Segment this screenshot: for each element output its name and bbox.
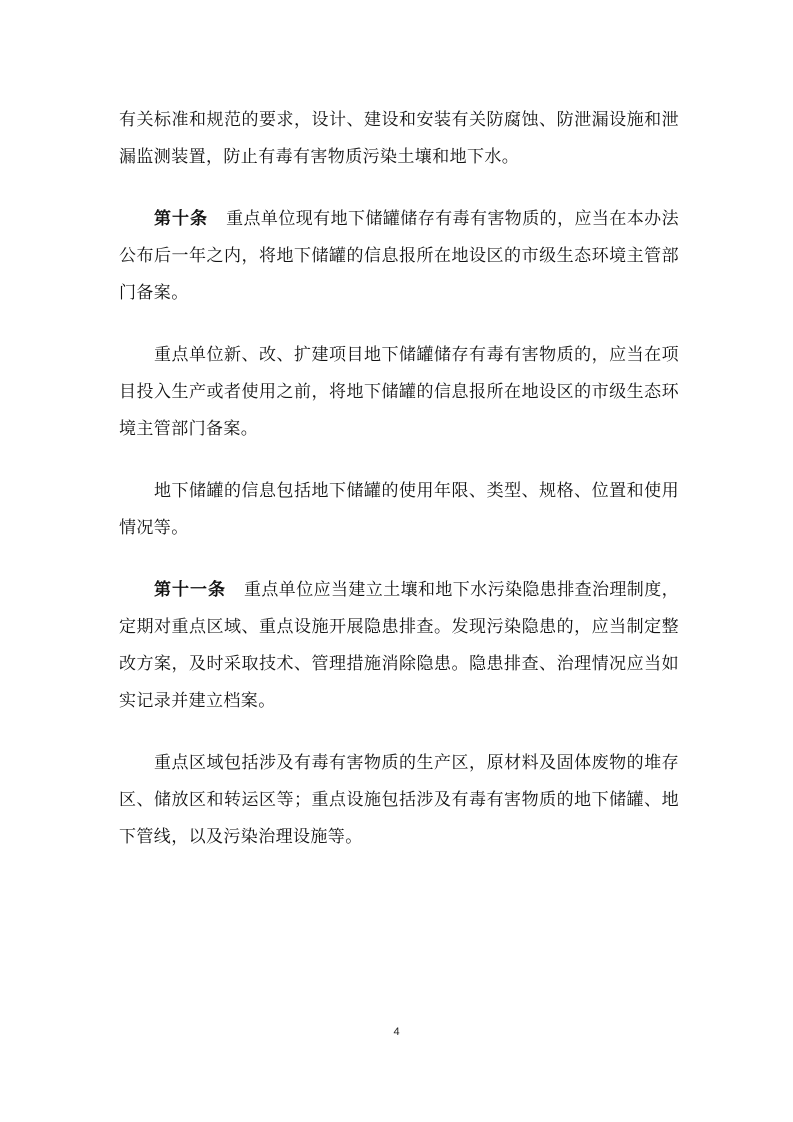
page-number: 4 [393, 1026, 400, 1038]
document-body [119, 102, 679, 856]
article-heading: 第十一条 [154, 580, 226, 600]
paragraph-new-projects [119, 337, 679, 448]
paragraph-text: 地下储罐的信息包括地下储罐的使用年限、类型、规格、位置和使用情况等。 [119, 481, 679, 538]
paragraph-text: 重点区域包括涉及有毒有害物质的生产区，原材料及固体废物的堆存区、储放区和转运区等；重点设施包括涉及有毒有害物质的地下储罐、地下管线，以及污染治理设施等。 [119, 753, 679, 847]
paragraph-text: 重点单位应当建立土壤和地下水污染隐患排查治理制度，定期对重点区域、重点设施开展隐患排查。发现污染隐患的，应当制定整改方案，及时采取技术、管理措施消除隐患。隐患排查、治理情况应当如实记录并建立档案。 [119, 580, 679, 711]
paragraph-text: 有关标准和规范的要求，设计、建设和安装有关防腐蚀、防泄漏设施和泄漏监测装置，防止有毒有害物质污染土壤和地下水。 [119, 110, 679, 167]
paragraph-continuation [119, 102, 679, 176]
paragraph-article-11 [119, 572, 679, 720]
paragraph-article-10 [119, 201, 679, 312]
paragraph-text: 重点单位新、改、扩建项目地下储罐储存有毒有害物质的，应当在项目投入生产或者使用之前，将地下储罐的信息报所在地设区的市级生态环境主管部门备案。 [119, 345, 679, 439]
paragraph-tank-info [119, 473, 679, 547]
paragraph-key-areas [119, 745, 679, 856]
article-heading: 第十条 [154, 209, 209, 229]
paragraph-text: 重点单位现有地下储罐储存有毒有害物质的，应当在本办法公布后一年之内，将地下储罐的信息报所在地设区的市级生态环境主管部门备案。 [119, 209, 679, 303]
